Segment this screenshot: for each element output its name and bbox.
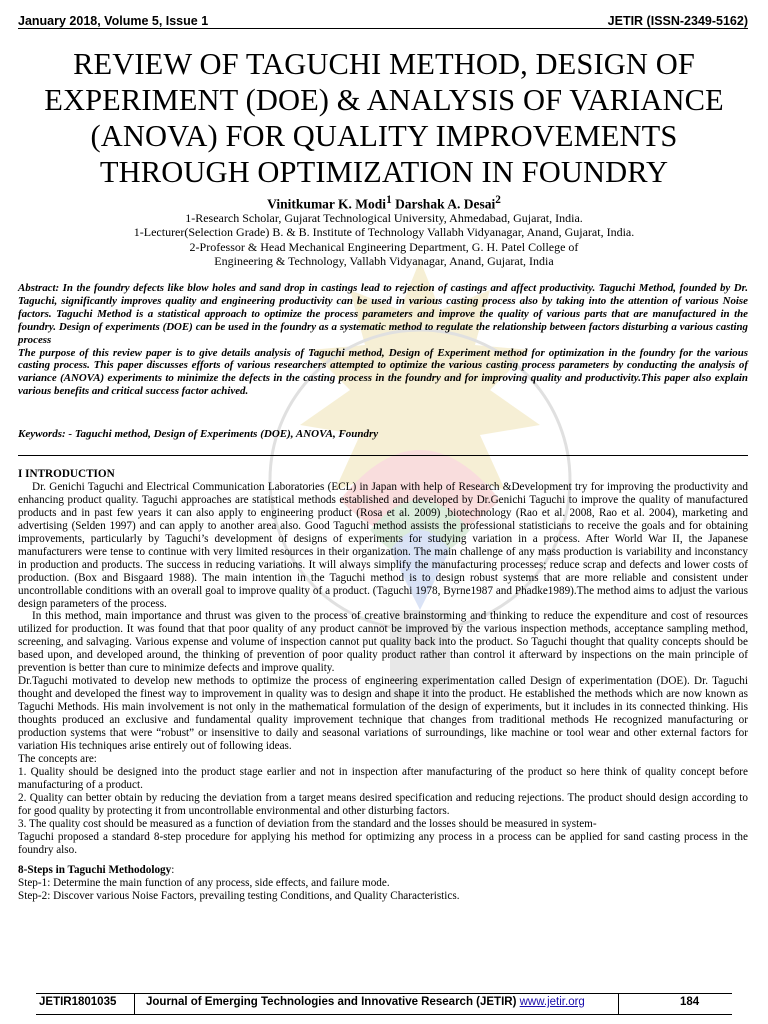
journal-name <box>146 996 585 1008</box>
paper-id: JETIR1801035 <box>39 996 117 1008</box>
author-superscript: 1 <box>386 194 392 206</box>
affiliation-line: 1-Research Scholar, Gujarat Technological University, Ahmedabad, Gujarat, India. <box>185 211 583 225</box>
subsection-heading <box>18 864 748 877</box>
affiliation-line: Engineering & Technology, Vallabh Vidyanagar, Anand, Gujarat, India <box>214 254 554 269</box>
author-name: Darshak A. Desai <box>391 196 496 212</box>
abstract-paragraph: Abstract: In the foundry defects like blow holes and sand drop in castings lead to rejection of castings and affect productivity. Taguchi Method, founded by Dr. Taguchi, significantly improves quality and engineering productivity can be used in various casting process also by taking into the attention of various Noise factors. Taguchi Method is a statistical approach to optimize the process parameters and improve the quality of various parts that are manufactured in the foundry. Design of experiments (DOE) can be used in the foundry as a systematic method to regulate the relationship between factors disturbing a various casting process <box>18 282 748 346</box>
body-paragraph: Dr.Taguchi motivated to develop new methods to optimize the process of engineering experimentation called Design of experimentation (DOE). Dr. Taguchi thought and developed the finest way to improvement in quality was to design and shape it into the product. He established the methods which are now known as Taguchi Methods. His main involvement is not only in the mathematical formulation of the design of experiments, but it includes in its connected thinking. His thoughts produced an exclusive and fundamental quality improvement technique that changes from traditional methods He recognized manufacturing or production systems that were “robust” or insensitive to daily and seasonal variations of surroundings, like machine or tool wear and other external factors for variation His techniques arise entirely out of following ideas. <box>18 675 748 753</box>
issn-info: JETIR (ISSN-2349-5162) <box>607 14 748 28</box>
title-line: (ANOVA) FOR QUALITY IMPROVEMENTS <box>90 119 678 153</box>
body-paragraph: Dr. Genichi Taguchi and Electrical Communication Laboratories (ECL) in Japan with help of Research &Development try for improving the productivity and enhancing product quality. Taguchi approaches are statistical methods established and developed by Dr.Genichi Taguchi to improve the quality of manufactured products and in past few years it can also apply to engineering product (Rosa et al. 2009) ,biotechnology (Rao et al. 2008, Rao et al. 2004), marketing and advertising (Selden 1997) and can apply to another area also. Good Taguchi method assists the professional statisticians to receive the goals and for obtaining improvements, particularly by Taguchi’s development of designs of experiments for studying variation in a process. After World War II, the Japanese manufacturers were tense to continue with very limited resources in their organization. The main challenge of any mass production is variability and inconstancy in production and products. The success in reducing variations. It will always simplify the manufacturing processes; reduce scrap and defects and lower costs of production. (Box and Bisgaard 1988). The main intention in the Taguchi method is to design robust systems that are more reliable and consistent under uncontrollable conditions with an overall goal to improve quality of a product. (Taguchi 1978, Byrne1987 and Phadke1989).The method aims to adjust the various design parameters of the process. <box>18 480 748 610</box>
footer-divider <box>134 994 135 1014</box>
section-heading: I INTRODUCTION <box>18 468 115 480</box>
journal-title: Journal of Emerging Technologies and Innovative Research (JETIR) <box>146 996 517 1008</box>
keywords: Keywords: - Taguchi method, Design of Experiments (DOE), ANOVA, Foundry <box>18 428 379 440</box>
body-paragraph: In this method, main importance and thrust was given to the process of creative brainstorming and thinking to reduce the expenditure and cost of resources utilized for production. It was found that that poor quality of any product cannot be improved by the various inspection methods, acceptance sampling method, screening, and salvaging. Various expense and volume of inspection cannot put quality back into the product. So Taguchi thought that quality concepts should be based upon, and developed around, the thinking of prevention of poor quality product rather than control it afterward by inspections on the main principle of prevention is better than cure to minimize defects and improve quality. <box>18 610 748 675</box>
heading-colon: : <box>171 863 175 876</box>
list-item: Step-1: Determine the main function of any process, side effects, and failure mode. <box>18 876 390 889</box>
footer-divider <box>618 994 619 1014</box>
subsection-heading-text: 8-Steps in Taguchi Methodology <box>18 863 172 876</box>
affiliations <box>20 211 748 269</box>
author-list <box>20 194 748 213</box>
affiliation-line: 1-Lecturer(Selection Grade) B. & B. Institute of Technology Vallabh Vidyanagar, Anand, Gujarat, India. <box>133 225 635 240</box>
author-name: Vinitkumar K. Modi <box>267 196 387 212</box>
body-text <box>18 468 748 902</box>
list-item: 3. The quality cost should be measured as a function of deviation from the standard and the losses should be measured in system- <box>18 817 597 830</box>
title-line: EXPERIMENT (DOE) & ANALYSIS OF VARIANCE <box>44 83 724 117</box>
list-item: 2. Quality can better obtain by reducing the deviation from a target means desired specification and reducing rejections. The product should design according to for good quality by protecting it from uncontrollable environmental and other disturbing factors. <box>18 791 748 817</box>
list-item: Step-2: Discover various Noise Factors, prevailing testing Conditions, and Quality Characteristics. <box>18 889 460 902</box>
page-footer <box>36 993 732 1015</box>
affiliation-line: 2-Professor & Head Mechanical Engineering Department, G. H. Patel College of <box>189 239 579 254</box>
list-label: The concepts are: <box>18 752 97 765</box>
title-line: REVIEW OF TAGUCHI METHOD, DESIGN OF <box>73 47 695 81</box>
issue-info: January 2018, Volume 5, Issue 1 <box>18 14 209 28</box>
page-number: 184 <box>680 996 700 1008</box>
abstract <box>18 282 748 398</box>
title-line: THROUGH OPTIMIZATION IN FOUNDRY <box>99 155 669 189</box>
body-paragraph: Taguchi proposed a standard 8-step procedure for applying his method for optimizing any process in a process can be applied for sand casting process in the foundry also. <box>18 830 748 856</box>
section-divider <box>18 455 748 456</box>
journal-link[interactable]: www.jetir.org <box>519 996 585 1008</box>
author-superscript: 2 <box>495 194 501 206</box>
list-item: 1. Quality should be designed into the product stage earlier and not in inspection after manufacturing of the product so here think of quality concept before manufacturing of a product. <box>18 765 748 791</box>
header-rule <box>18 28 748 29</box>
abstract-paragraph: The purpose of this review paper is to give details analysis of Taguchi method, Design of Experiment method for optimization in the foundry for the various casting process. This paper discusses efforts of various researchers attempted to optimize the various casting process parameters by conducting the analysis of variance (ANOVA) experiments to minimize the defects in the casting process in the foundry and for improving quality and productivity.This paper also explain various benefits and critical success factor achived. <box>18 346 748 398</box>
paper-title <box>20 46 748 190</box>
running-header <box>18 8 748 28</box>
